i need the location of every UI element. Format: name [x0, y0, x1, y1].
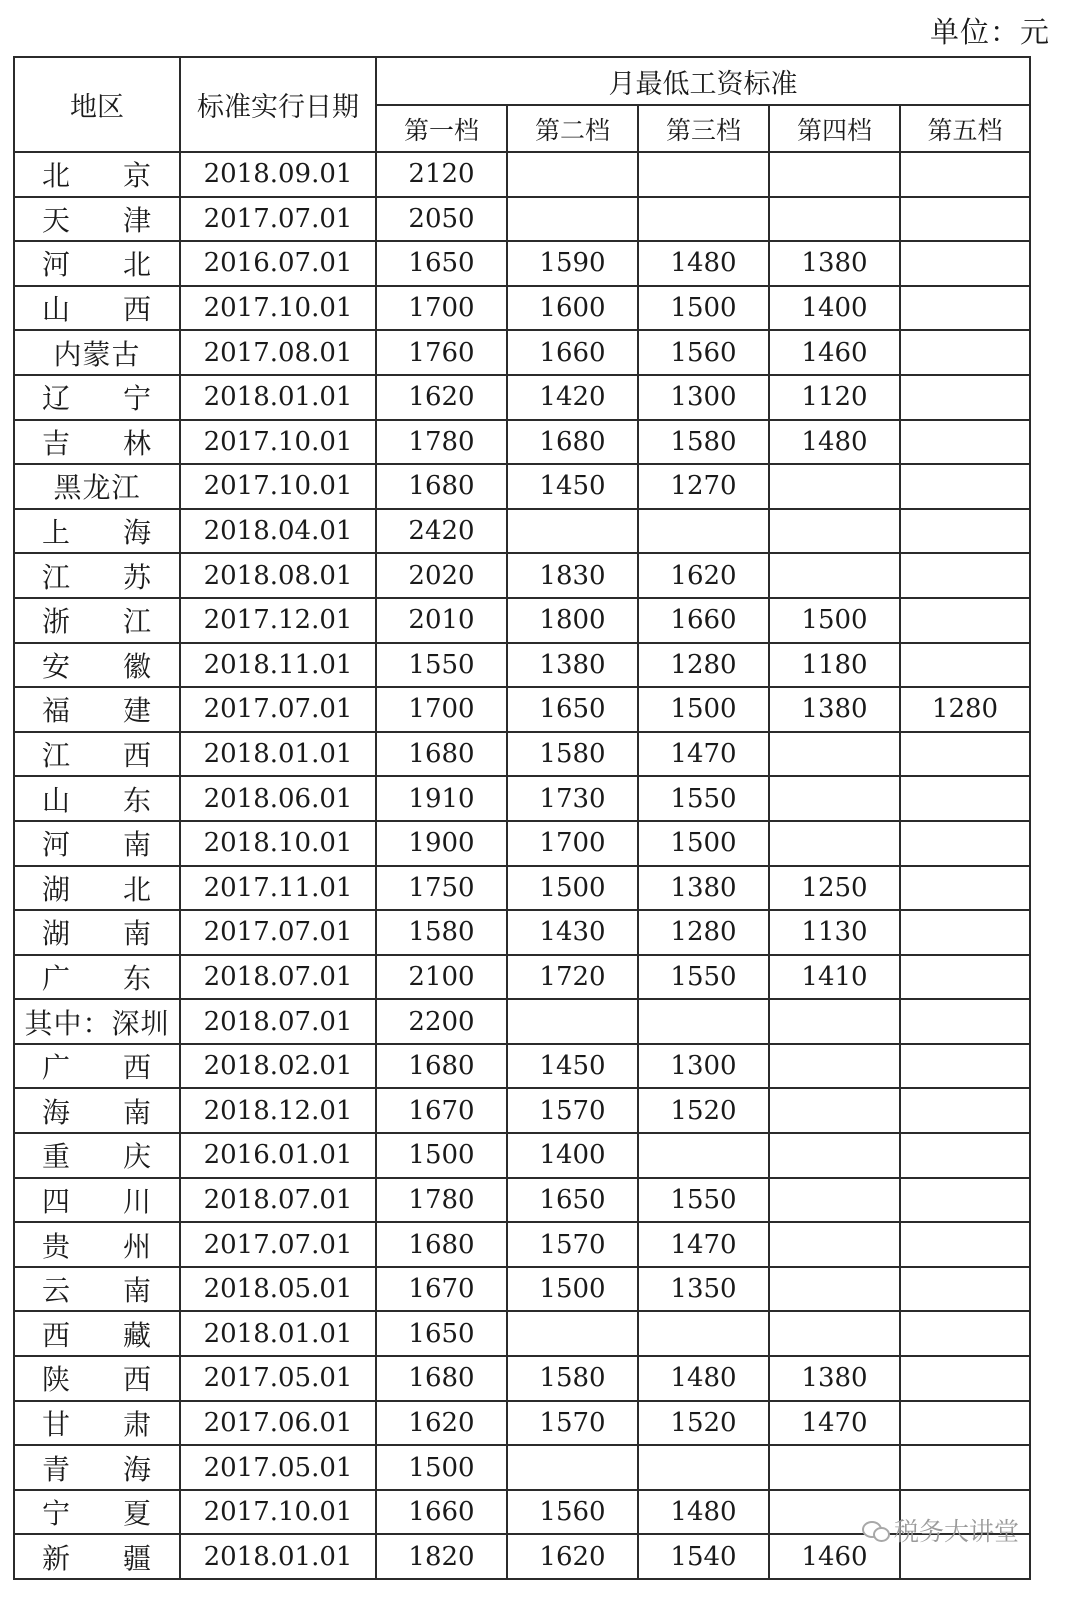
table-row [14, 1222, 1030, 1267]
date-cell: 2017.05.01 [180, 1445, 376, 1490]
tier-4-cell: 1380 [769, 1356, 900, 1401]
tier-4-cell: 1120 [769, 375, 900, 420]
tier-3-cell: 1560 [638, 330, 769, 375]
tier-1-cell: 2200 [376, 999, 507, 1044]
date-cell: 2017.07.01 [180, 910, 376, 955]
region-cell [14, 1088, 180, 1133]
date-cell: 2016.01.01 [180, 1133, 376, 1178]
tier-4-cell [769, 776, 900, 821]
tier-1-cell: 2100 [376, 955, 507, 1000]
region-name: 重庆 [42, 1140, 152, 1174]
region-cell [14, 197, 180, 242]
table-row [14, 553, 1030, 598]
region-cell [14, 509, 180, 554]
unit-label: 单位：元 [929, 15, 1050, 49]
table-row [14, 643, 1030, 688]
date-cell: 2018.05.01 [180, 1267, 376, 1312]
tier-4-cell: 1380 [769, 241, 900, 286]
watermark [862, 1512, 1019, 1548]
region-cell [14, 1222, 180, 1267]
tier-1-cell: 1650 [376, 1311, 507, 1356]
date-cell: 2017.06.01 [180, 1401, 376, 1446]
region-name: 湖北 [42, 872, 152, 906]
table-body [14, 152, 1030, 1579]
date-cell: 2018.01.01 [180, 1534, 376, 1579]
tier-5-cell [900, 1222, 1030, 1267]
region-name: 内蒙古 [53, 337, 141, 371]
tier-3-cell: 1500 [638, 286, 769, 331]
table-row [14, 197, 1030, 242]
tier-2-cell: 1430 [507, 910, 638, 955]
tier-1-cell: 1700 [376, 687, 507, 732]
region-name: 黑龙江 [53, 471, 141, 505]
table-row [14, 955, 1030, 1000]
date-cell: 2018.12.01 [180, 1088, 376, 1133]
table-row [14, 1133, 1030, 1178]
tier-4-cell [769, 1445, 900, 1490]
table-row [14, 732, 1030, 777]
tier-5-cell [900, 866, 1030, 911]
region-name: 安徽 [42, 649, 152, 683]
region-cell [14, 776, 180, 821]
tier-5-cell [900, 821, 1030, 866]
header-tier-1: 第一档 [376, 105, 507, 152]
table-row [14, 1267, 1030, 1312]
date-cell: 2018.01.01 [180, 375, 376, 420]
tier-4-cell: 1180 [769, 643, 900, 688]
tier-2-cell: 1580 [507, 1356, 638, 1401]
table-row [14, 1088, 1030, 1133]
tier-5-cell [900, 420, 1030, 465]
region-cell [14, 1490, 180, 1535]
tier-4-cell [769, 1133, 900, 1178]
region-name: 湖南 [42, 917, 152, 951]
region-cell [14, 420, 180, 465]
region-name: 河南 [42, 828, 152, 862]
region-cell [14, 643, 180, 688]
tier-2-cell: 1700 [507, 821, 638, 866]
tier-4-cell: 1470 [769, 1401, 900, 1446]
tier-1-cell: 1660 [376, 1490, 507, 1535]
tier-2-cell: 1720 [507, 955, 638, 1000]
tier-1-cell: 1900 [376, 821, 507, 866]
tier-5-cell [900, 241, 1030, 286]
date-cell: 2017.12.01 [180, 598, 376, 643]
date-cell: 2018.11.01 [180, 643, 376, 688]
tier-1-cell: 1550 [376, 643, 507, 688]
tier-1-cell: 1680 [376, 1222, 507, 1267]
table-row [14, 286, 1030, 331]
date-cell: 2018.02.01 [180, 1044, 376, 1089]
tier-3-cell: 1550 [638, 776, 769, 821]
region-cell [14, 152, 180, 197]
table-row [14, 330, 1030, 375]
tier-4-cell [769, 821, 900, 866]
tier-5-cell [900, 464, 1030, 509]
tier-1-cell: 1820 [376, 1534, 507, 1579]
tier-4-cell: 1460 [769, 1534, 900, 1579]
table-row [14, 375, 1030, 420]
region-cell [14, 375, 180, 420]
header-region: 地区 [14, 57, 180, 152]
header-standard: 月最低工资标准 [376, 57, 1030, 105]
table-row [14, 1445, 1030, 1490]
tier-4-cell: 1130 [769, 910, 900, 955]
tier-4-cell [769, 1311, 900, 1356]
tier-4-cell [769, 732, 900, 777]
tier-5-cell [900, 286, 1030, 331]
tier-5-cell [900, 1088, 1030, 1133]
region-cell [14, 821, 180, 866]
region-name: 青海 [42, 1452, 152, 1486]
region-cell [14, 955, 180, 1000]
tier-4-cell [769, 1222, 900, 1267]
region-name: 天津 [42, 203, 152, 237]
region-name: 浙江 [42, 605, 152, 639]
tier-4-cell [769, 1088, 900, 1133]
tier-3-cell: 1470 [638, 1222, 769, 1267]
tier-2-cell [507, 197, 638, 242]
tier-3-cell [638, 1311, 769, 1356]
region-name: 江苏 [42, 560, 152, 594]
region-name: 宁夏 [42, 1497, 152, 1531]
region-name: 陕西 [42, 1363, 152, 1397]
tier-4-cell: 1460 [769, 330, 900, 375]
region-cell [14, 687, 180, 732]
tier-3-cell [638, 1133, 769, 1178]
tier-3-cell: 1500 [638, 687, 769, 732]
tier-4-cell [769, 1267, 900, 1312]
tier-5-cell [900, 330, 1030, 375]
region-name: 江西 [42, 739, 152, 773]
tier-3-cell: 1520 [638, 1401, 769, 1446]
date-cell: 2017.10.01 [180, 420, 376, 465]
tier-3-cell: 1480 [638, 1356, 769, 1401]
tier-2-cell: 1680 [507, 420, 638, 465]
tier-5-cell [900, 1356, 1030, 1401]
table-row [14, 687, 1030, 732]
tier-1-cell: 1750 [376, 866, 507, 911]
region-name: 四川 [42, 1184, 152, 1218]
wechat-icon [862, 1519, 890, 1541]
tier-5-cell [900, 955, 1030, 1000]
date-cell: 2018.04.01 [180, 509, 376, 554]
date-cell: 2018.01.01 [180, 732, 376, 777]
tier-2-cell: 1730 [507, 776, 638, 821]
tier-1-cell: 1580 [376, 910, 507, 955]
region-cell [14, 1401, 180, 1446]
tier-1-cell: 1680 [376, 732, 507, 777]
tier-4-cell: 1400 [769, 286, 900, 331]
table-row [14, 1401, 1030, 1446]
tier-1-cell: 1780 [376, 1178, 507, 1223]
region-cell [14, 1445, 180, 1490]
tier-3-cell: 1500 [638, 821, 769, 866]
tier-2-cell: 1660 [507, 330, 638, 375]
region-name: 其中：深圳 [24, 1006, 170, 1040]
tier-3-cell: 1550 [638, 1178, 769, 1223]
region-cell [14, 1311, 180, 1356]
tier-1-cell: 1670 [376, 1267, 507, 1312]
tier-3-cell: 1270 [638, 464, 769, 509]
table-row [14, 1044, 1030, 1089]
tier-1-cell: 1780 [376, 420, 507, 465]
header-tier-5: 第五档 [900, 105, 1030, 152]
date-cell: 2018.09.01 [180, 152, 376, 197]
region-name: 新疆 [42, 1541, 152, 1575]
region-cell [14, 1267, 180, 1312]
tier-5-cell [900, 1267, 1030, 1312]
region-name: 福建 [42, 694, 152, 728]
tier-2-cell [507, 509, 638, 554]
tier-2-cell: 1570 [507, 1401, 638, 1446]
table-row [14, 1178, 1030, 1223]
tier-2-cell [507, 152, 638, 197]
tier-3-cell [638, 1445, 769, 1490]
tier-1-cell: 1910 [376, 776, 507, 821]
region-cell [14, 330, 180, 375]
tier-2-cell: 1570 [507, 1222, 638, 1267]
tier-4-cell: 1250 [769, 866, 900, 911]
tier-5-cell [900, 509, 1030, 554]
tier-5-cell [900, 1311, 1030, 1356]
tier-2-cell: 1420 [507, 375, 638, 420]
tier-3-cell: 1580 [638, 420, 769, 465]
tier-4-cell: 1480 [769, 420, 900, 465]
tier-2-cell: 1800 [507, 598, 638, 643]
tier-2-cell: 1600 [507, 286, 638, 331]
tier-1-cell: 1500 [376, 1445, 507, 1490]
tier-5-cell [900, 598, 1030, 643]
tier-2-cell: 1380 [507, 643, 638, 688]
tier-1-cell: 1700 [376, 286, 507, 331]
tier-2-cell: 1650 [507, 1178, 638, 1223]
date-cell: 2017.07.01 [180, 197, 376, 242]
tier-2-cell: 1450 [507, 1044, 638, 1089]
tier-3-cell: 1520 [638, 1088, 769, 1133]
tier-1-cell: 1500 [376, 1133, 507, 1178]
region-cell [14, 286, 180, 331]
tier-1-cell: 1760 [376, 330, 507, 375]
date-cell: 2018.07.01 [180, 1178, 376, 1223]
region-name: 上海 [42, 516, 152, 550]
tier-5-cell: 1280 [900, 687, 1030, 732]
tier-1-cell: 2050 [376, 197, 507, 242]
region-name: 云南 [42, 1274, 152, 1308]
region-name: 北京 [42, 159, 152, 193]
region-cell [14, 464, 180, 509]
region-cell [14, 1044, 180, 1089]
date-cell: 2018.01.01 [180, 1311, 376, 1356]
tier-2-cell: 1400 [507, 1133, 638, 1178]
region-name: 吉林 [42, 426, 152, 460]
tier-3-cell: 1540 [638, 1534, 769, 1579]
tier-3-cell: 1480 [638, 1490, 769, 1535]
table-row [14, 910, 1030, 955]
date-cell: 2017.05.01 [180, 1356, 376, 1401]
table-row [14, 866, 1030, 911]
tier-1-cell: 1680 [376, 464, 507, 509]
tier-5-cell [900, 643, 1030, 688]
table-row [14, 821, 1030, 866]
date-cell: 2017.08.01 [180, 330, 376, 375]
tier-1-cell: 2420 [376, 509, 507, 554]
tier-5-cell [900, 999, 1030, 1044]
tier-5-cell [900, 732, 1030, 777]
region-cell [14, 999, 180, 1044]
table-row [14, 1311, 1030, 1356]
region-name: 海南 [42, 1095, 152, 1129]
region-name: 广东 [42, 961, 152, 995]
region-cell [14, 1133, 180, 1178]
table-row [14, 420, 1030, 465]
table-row [14, 1356, 1030, 1401]
tier-1-cell: 2010 [376, 598, 507, 643]
tier-1-cell: 1650 [376, 241, 507, 286]
date-cell: 2017.10.01 [180, 464, 376, 509]
tier-1-cell: 1670 [376, 1088, 507, 1133]
tier-2-cell: 1590 [507, 241, 638, 286]
tier-5-cell [900, 910, 1030, 955]
tier-2-cell: 1500 [507, 866, 638, 911]
tier-2-cell: 1450 [507, 464, 638, 509]
date-cell: 2018.06.01 [180, 776, 376, 821]
date-cell: 2017.10.01 [180, 286, 376, 331]
date-cell: 2017.10.01 [180, 1490, 376, 1535]
tier-3-cell: 1470 [638, 732, 769, 777]
tier-4-cell [769, 1044, 900, 1089]
tier-4-cell [769, 197, 900, 242]
date-cell: 2016.07.01 [180, 241, 376, 286]
tier-5-cell [900, 375, 1030, 420]
tier-3-cell: 1480 [638, 241, 769, 286]
tier-4-cell [769, 464, 900, 509]
tier-2-cell: 1570 [507, 1088, 638, 1133]
date-cell: 2017.07.01 [180, 1222, 376, 1267]
region-name: 西藏 [42, 1318, 152, 1352]
tier-2-cell: 1830 [507, 553, 638, 598]
tier-3-cell [638, 152, 769, 197]
table-row [14, 464, 1030, 509]
tier-4-cell: 1410 [769, 955, 900, 1000]
tier-3-cell: 1280 [638, 643, 769, 688]
watermark-text: 税务大讲堂 [894, 1517, 1020, 1546]
tier-2-cell: 1500 [507, 1267, 638, 1312]
tier-3-cell: 1620 [638, 553, 769, 598]
region-cell [14, 1356, 180, 1401]
table-row [14, 999, 1030, 1044]
header-date: 标准实行日期 [180, 57, 376, 152]
tier-3-cell: 1300 [638, 1044, 769, 1089]
header-tier-4: 第四档 [769, 105, 900, 152]
region-name: 贵州 [42, 1229, 152, 1263]
region-name: 山东 [42, 783, 152, 817]
tier-3-cell [638, 509, 769, 554]
tier-3-cell [638, 197, 769, 242]
region-cell [14, 241, 180, 286]
tier-3-cell: 1550 [638, 955, 769, 1000]
tier-5-cell [900, 1178, 1030, 1223]
tier-1-cell: 1680 [376, 1044, 507, 1089]
tier-5-cell [900, 1133, 1030, 1178]
tier-3-cell: 1350 [638, 1267, 769, 1312]
date-cell: 2017.11.01 [180, 866, 376, 911]
date-cell: 2018.07.01 [180, 955, 376, 1000]
header-tier-2: 第二档 [507, 105, 638, 152]
date-cell: 2018.08.01 [180, 553, 376, 598]
tier-3-cell: 1280 [638, 910, 769, 955]
tier-4-cell [769, 553, 900, 598]
tier-5-cell [900, 776, 1030, 821]
region-cell [14, 732, 180, 777]
table-row [14, 598, 1030, 643]
table-row [14, 241, 1030, 286]
tier-2-cell [507, 1445, 638, 1490]
tier-5-cell [900, 1044, 1030, 1089]
table-row [14, 152, 1030, 197]
tier-3-cell: 1660 [638, 598, 769, 643]
tier-4-cell [769, 509, 900, 554]
minimum-wage-table [13, 56, 1031, 1580]
tier-2-cell [507, 1311, 638, 1356]
region-cell [14, 1178, 180, 1223]
region-cell [14, 910, 180, 955]
table-row [14, 509, 1030, 554]
tier-2-cell: 1580 [507, 732, 638, 777]
date-cell: 2018.07.01 [180, 999, 376, 1044]
region-name: 广西 [42, 1051, 152, 1085]
region-cell [14, 866, 180, 911]
region-cell [14, 553, 180, 598]
tier-1-cell: 1620 [376, 1401, 507, 1446]
tier-4-cell [769, 1178, 900, 1223]
table-row [14, 776, 1030, 821]
tier-1-cell: 1680 [376, 1356, 507, 1401]
tier-5-cell [900, 553, 1030, 598]
region-name: 辽宁 [42, 382, 152, 416]
tier-5-cell [900, 152, 1030, 197]
tier-1-cell: 2120 [376, 152, 507, 197]
tier-2-cell: 1650 [507, 687, 638, 732]
tier-4-cell [769, 999, 900, 1044]
tier-5-cell [900, 1445, 1030, 1490]
region-name: 河北 [42, 248, 152, 282]
region-cell [14, 1534, 180, 1579]
tier-4-cell [769, 152, 900, 197]
date-cell: 2017.07.01 [180, 687, 376, 732]
tier-5-cell [900, 1401, 1030, 1446]
tier-4-cell: 1380 [769, 687, 900, 732]
tier-3-cell: 1380 [638, 866, 769, 911]
tier-4-cell: 1500 [769, 598, 900, 643]
tier-1-cell: 1620 [376, 375, 507, 420]
date-cell: 2018.10.01 [180, 821, 376, 866]
tier-2-cell [507, 999, 638, 1044]
region-name: 甘肃 [42, 1407, 152, 1441]
tier-2-cell: 1560 [507, 1490, 638, 1535]
tier-2-cell: 1620 [507, 1534, 638, 1579]
tier-1-cell: 2020 [376, 553, 507, 598]
tier-3-cell [638, 999, 769, 1044]
tier-3-cell: 1300 [638, 375, 769, 420]
tier-5-cell [900, 197, 1030, 242]
header-tier-3: 第三档 [638, 105, 769, 152]
region-name: 山西 [42, 293, 152, 327]
region-cell [14, 598, 180, 643]
